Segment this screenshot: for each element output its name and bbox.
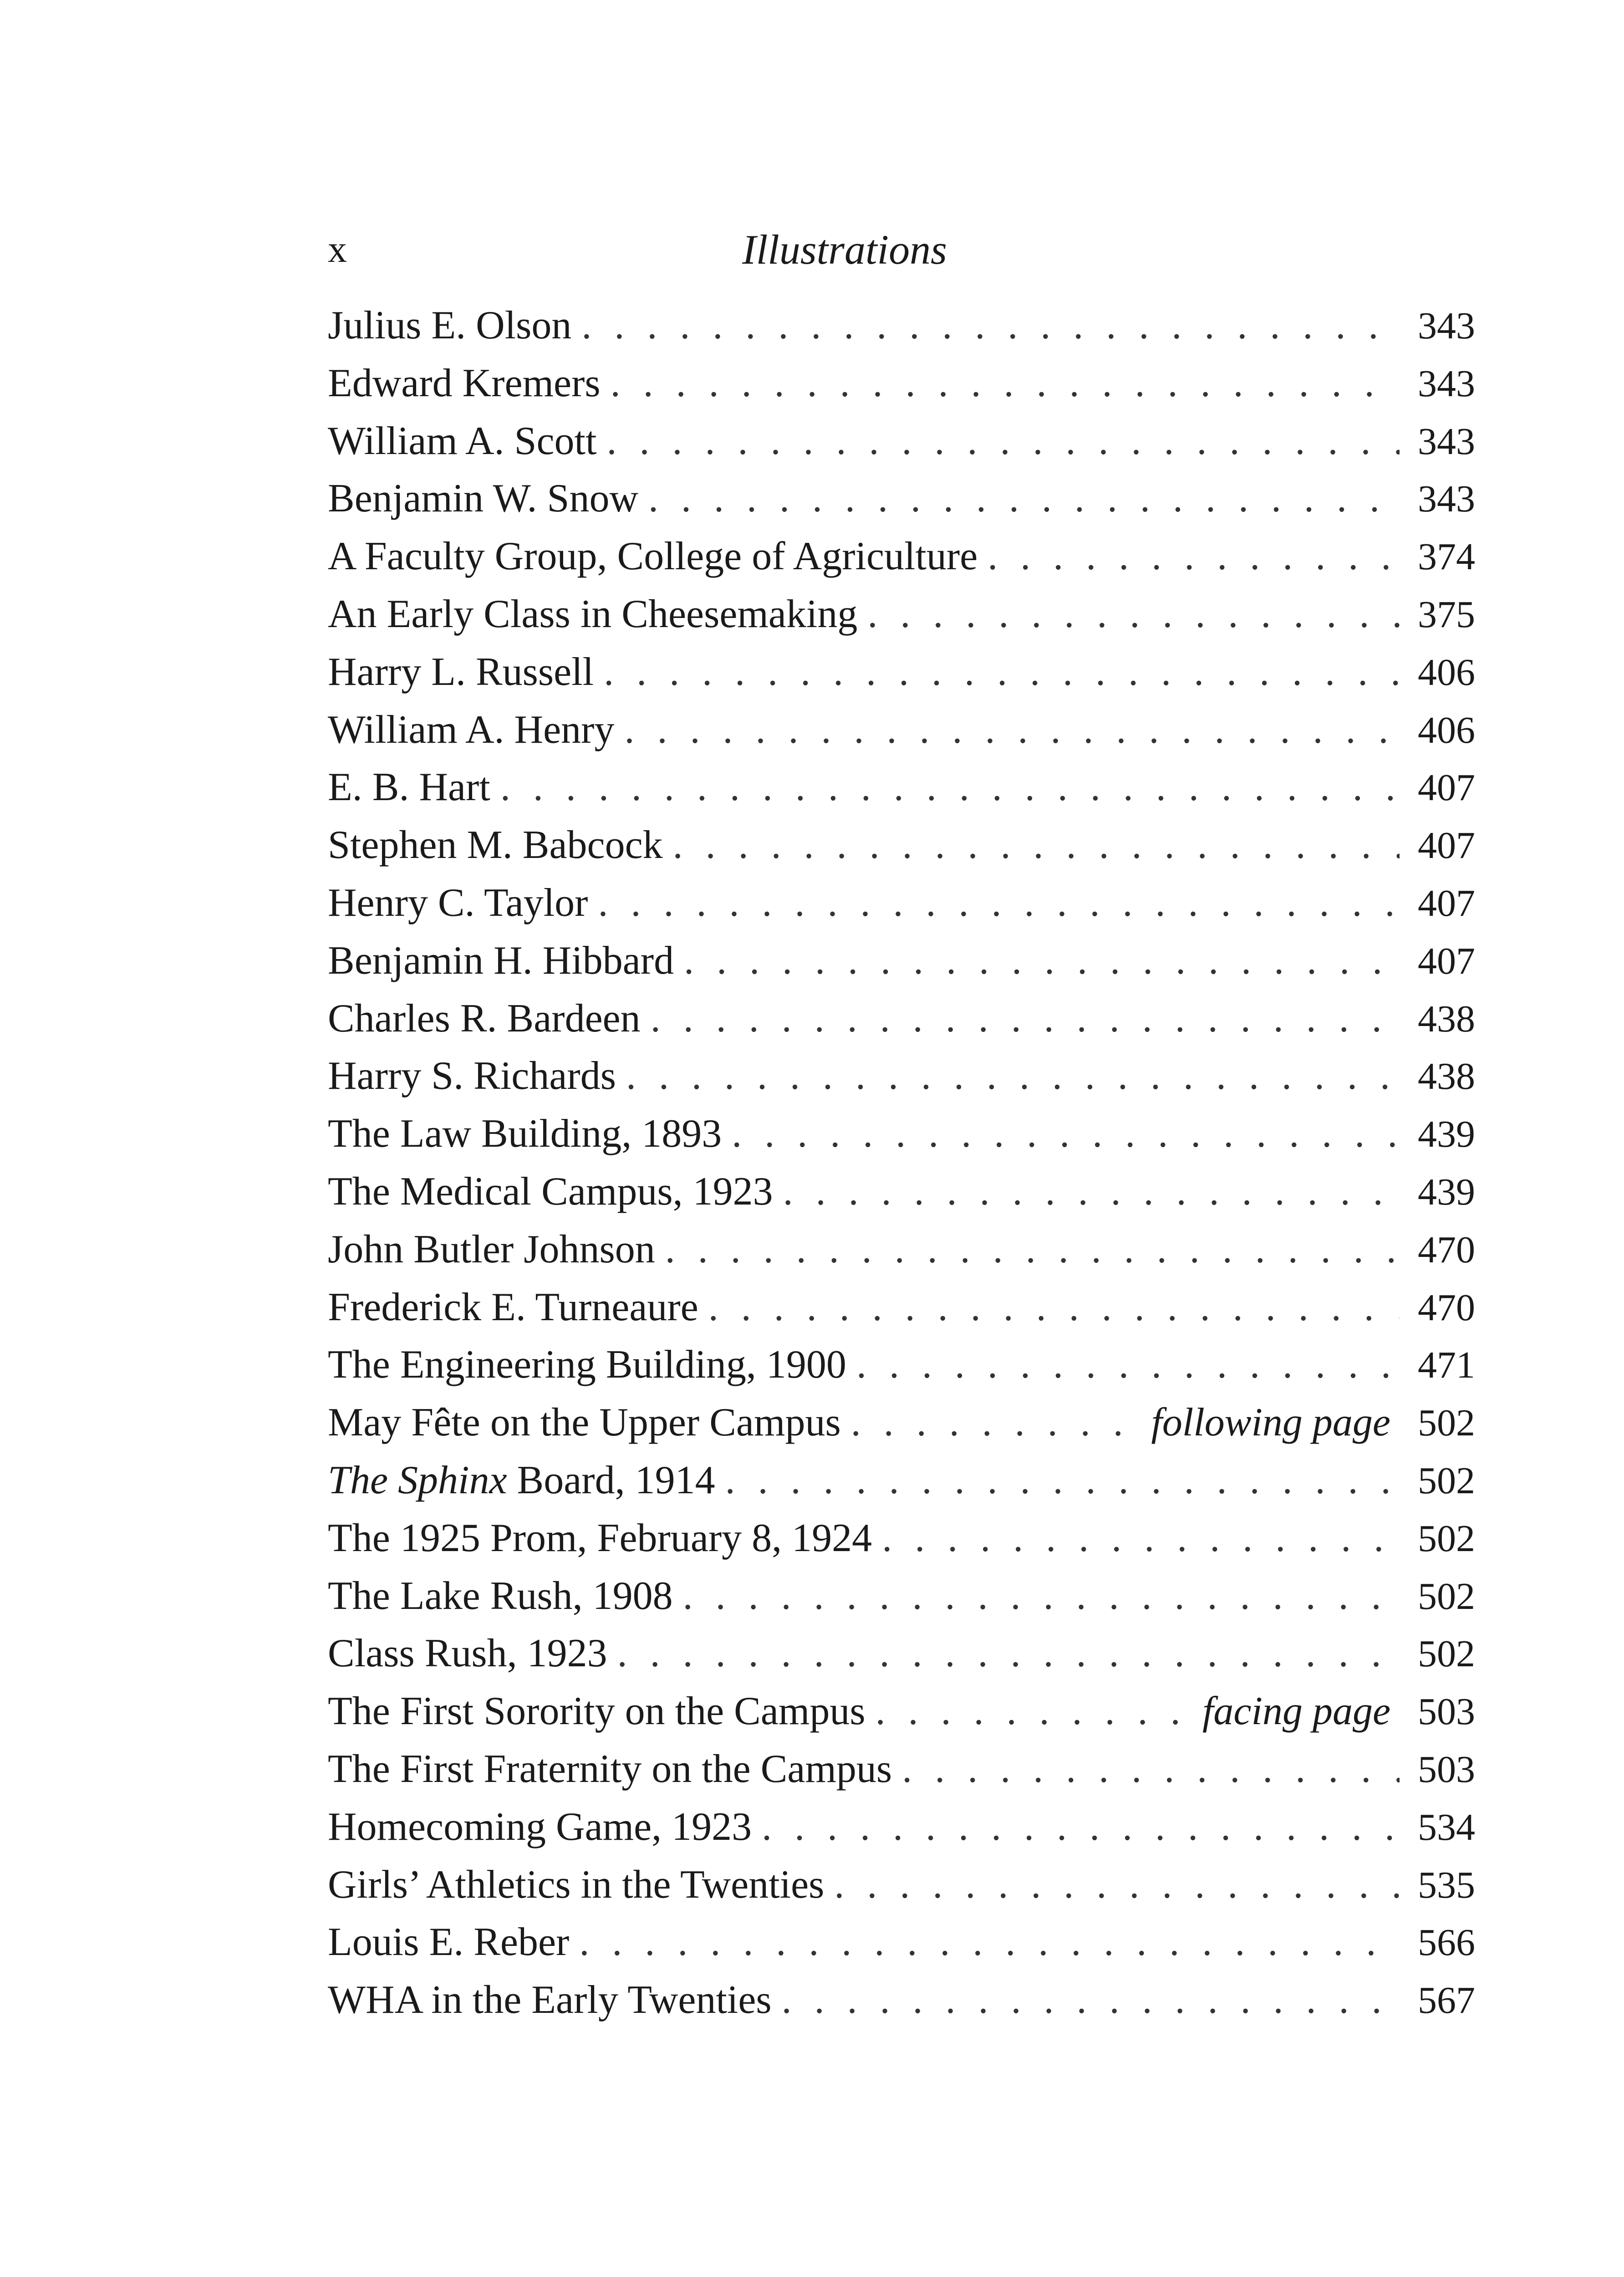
entry-title: Edward Kremers xyxy=(328,361,601,405)
page-number: 502 xyxy=(1418,1402,1475,1445)
page-number: 407 xyxy=(1418,939,1475,982)
page-number: 535 xyxy=(1418,1863,1475,1906)
entry-title: Class Rush, 1923 xyxy=(328,1631,607,1676)
page-number: 374 xyxy=(1418,536,1475,578)
entry-title xyxy=(328,1452,715,1510)
dot-leader xyxy=(611,355,1400,413)
list-entry xyxy=(328,874,1475,932)
dot-leader xyxy=(624,701,1400,759)
page-number: 343 xyxy=(1418,305,1475,347)
dot-leader xyxy=(673,817,1400,874)
page-number: 438 xyxy=(1418,997,1475,1040)
page-number: 406 xyxy=(1418,709,1475,751)
list-entry xyxy=(328,1279,1475,1337)
page-number: 502 xyxy=(1418,1575,1475,1618)
list-entry xyxy=(328,990,1475,1048)
page-header xyxy=(328,218,1475,281)
dot-leader xyxy=(762,1798,1400,1856)
illustrations-list xyxy=(328,297,1475,2029)
entry-title: John Butler Johnson xyxy=(328,1227,655,1271)
placement-note: facing page xyxy=(1202,1689,1390,1734)
entry-title: The Law Building, 1893 xyxy=(328,1112,722,1156)
page-number: 406 xyxy=(1418,651,1475,694)
entry-title: May Fête on the Upper Campus xyxy=(328,1400,841,1445)
entry-title: William A. Scott xyxy=(328,419,597,463)
dot-leader xyxy=(598,874,1400,932)
dot-leader xyxy=(708,1279,1400,1337)
list-entry xyxy=(328,586,1475,643)
list-entry xyxy=(328,297,1475,355)
list-entry xyxy=(328,1105,1475,1163)
page-number: 343 xyxy=(1418,478,1475,521)
dot-leader xyxy=(500,759,1400,817)
page-number: 343 xyxy=(1418,420,1475,463)
dot-leader xyxy=(902,1741,1400,1798)
dot-leader xyxy=(626,1047,1400,1105)
entry-title: The 1925 Prom, February 8, 1924 xyxy=(328,1516,872,1560)
page-number: 407 xyxy=(1418,766,1475,809)
page-number: 439 xyxy=(1418,1170,1475,1213)
list-entry xyxy=(328,1683,1475,1741)
dot-leader xyxy=(604,643,1400,701)
entry-title: The Medical Campus, 1923 xyxy=(328,1169,773,1214)
entry-title: Benjamin H. Hibbard xyxy=(328,938,674,983)
list-entry xyxy=(328,1163,1475,1221)
entry-title: Stephen M. Babcock xyxy=(328,823,663,868)
dot-leader xyxy=(683,1567,1400,1625)
dot-leader xyxy=(882,1510,1400,1567)
dot-leader xyxy=(725,1452,1400,1510)
dot-leader xyxy=(867,586,1400,643)
list-entry xyxy=(328,1914,1475,1971)
list-entry xyxy=(328,701,1475,759)
list-entry xyxy=(328,1971,1475,2029)
entry-title: An Early Class in Cheesemaking xyxy=(328,592,858,636)
dot-leader xyxy=(851,1394,1144,1452)
entry-title: Henry C. Taylor xyxy=(328,880,588,925)
page-number: 470 xyxy=(1418,1286,1475,1329)
placement-note: following page xyxy=(1151,1400,1390,1445)
list-entry xyxy=(328,528,1475,586)
list-entry xyxy=(328,1394,1475,1452)
entry-title: A Faculty Group, College of Agriculture xyxy=(328,534,978,579)
entry-title: Homecoming Game, 1923 xyxy=(328,1804,752,1849)
entry-title: Benjamin W. Snow xyxy=(328,476,639,521)
page-number: 566 xyxy=(1418,1921,1475,1964)
page-number: 567 xyxy=(1418,1979,1475,2022)
page-number: 471 xyxy=(1418,1344,1475,1387)
dot-leader xyxy=(648,470,1400,528)
list-entry xyxy=(328,1856,1475,1914)
dot-leader xyxy=(606,413,1400,470)
page-number: 502 xyxy=(1418,1517,1475,1560)
page-number: 407 xyxy=(1418,824,1475,867)
dot-leader xyxy=(579,1914,1400,1971)
dot-leader xyxy=(581,297,1400,355)
list-entry xyxy=(328,413,1475,470)
entry-title: E. B. Hart xyxy=(328,765,490,810)
page-number: 503 xyxy=(1418,1690,1475,1733)
folio-number: x xyxy=(328,228,347,271)
page-number: 407 xyxy=(1418,882,1475,924)
entry-title: Frederick E. Turneaure xyxy=(328,1285,698,1329)
dot-leader xyxy=(782,1971,1400,2029)
list-entry xyxy=(328,1510,1475,1567)
entry-title: The Engineering Building, 1900 xyxy=(328,1343,846,1387)
entry-title: WHA in the Early Twenties xyxy=(328,1978,772,2022)
entry-title-rest: Board, 1914 xyxy=(507,1458,715,1502)
entry-title: Girls’ Athletics in the Twenties xyxy=(328,1862,825,1907)
list-entry xyxy=(328,470,1475,528)
page-number: 502 xyxy=(1418,1459,1475,1502)
page-number: 343 xyxy=(1418,362,1475,405)
entry-title: Charles R. Bardeen xyxy=(328,996,641,1041)
dot-leader xyxy=(684,932,1400,990)
list-entry xyxy=(328,1625,1475,1683)
list-entry xyxy=(328,355,1475,413)
entry-title: William A. Henry xyxy=(328,707,615,752)
entry-title: Julius E. Olson xyxy=(328,303,572,347)
list-entry xyxy=(328,643,1475,701)
dot-leader xyxy=(651,990,1400,1048)
dot-leader xyxy=(732,1105,1400,1163)
entry-title: The First Fraternity on the Campus xyxy=(328,1746,892,1791)
list-entry xyxy=(328,1741,1475,1798)
dot-leader xyxy=(988,528,1400,586)
page-number: 438 xyxy=(1418,1055,1475,1098)
page-number: 534 xyxy=(1418,1806,1475,1848)
entry-title: The Lake Rush, 1908 xyxy=(328,1573,673,1618)
dot-leader xyxy=(665,1221,1400,1279)
list-entry xyxy=(328,932,1475,990)
dot-leader xyxy=(617,1625,1400,1683)
list-entry xyxy=(328,1221,1475,1279)
entry-title: Harry S. Richards xyxy=(328,1054,616,1098)
dot-leader xyxy=(856,1336,1400,1394)
page-number: 502 xyxy=(1418,1633,1475,1675)
list-entry xyxy=(328,1798,1475,1856)
page-number: 375 xyxy=(1418,593,1475,636)
list-entry xyxy=(328,1336,1475,1394)
entry-title: Harry L. Russell xyxy=(328,649,594,694)
entry-title-italic: The Sphinx xyxy=(328,1458,507,1502)
list-entry xyxy=(328,1452,1475,1510)
entry-title: The First Sorority on the Campus xyxy=(328,1689,865,1734)
page-number: 439 xyxy=(1418,1113,1475,1156)
page-number: 503 xyxy=(1418,1748,1475,1791)
page-number: 470 xyxy=(1418,1228,1475,1271)
entry-title: Louis E. Reber xyxy=(328,1920,570,1965)
dot-leader xyxy=(834,1856,1400,1914)
running-title: Illustrations xyxy=(742,226,947,273)
dot-leader xyxy=(876,1683,1195,1741)
list-entry xyxy=(328,759,1475,817)
list-entry xyxy=(328,1047,1475,1105)
list-entry xyxy=(328,1567,1475,1625)
list-entry xyxy=(328,817,1475,874)
dot-leader xyxy=(783,1163,1400,1221)
